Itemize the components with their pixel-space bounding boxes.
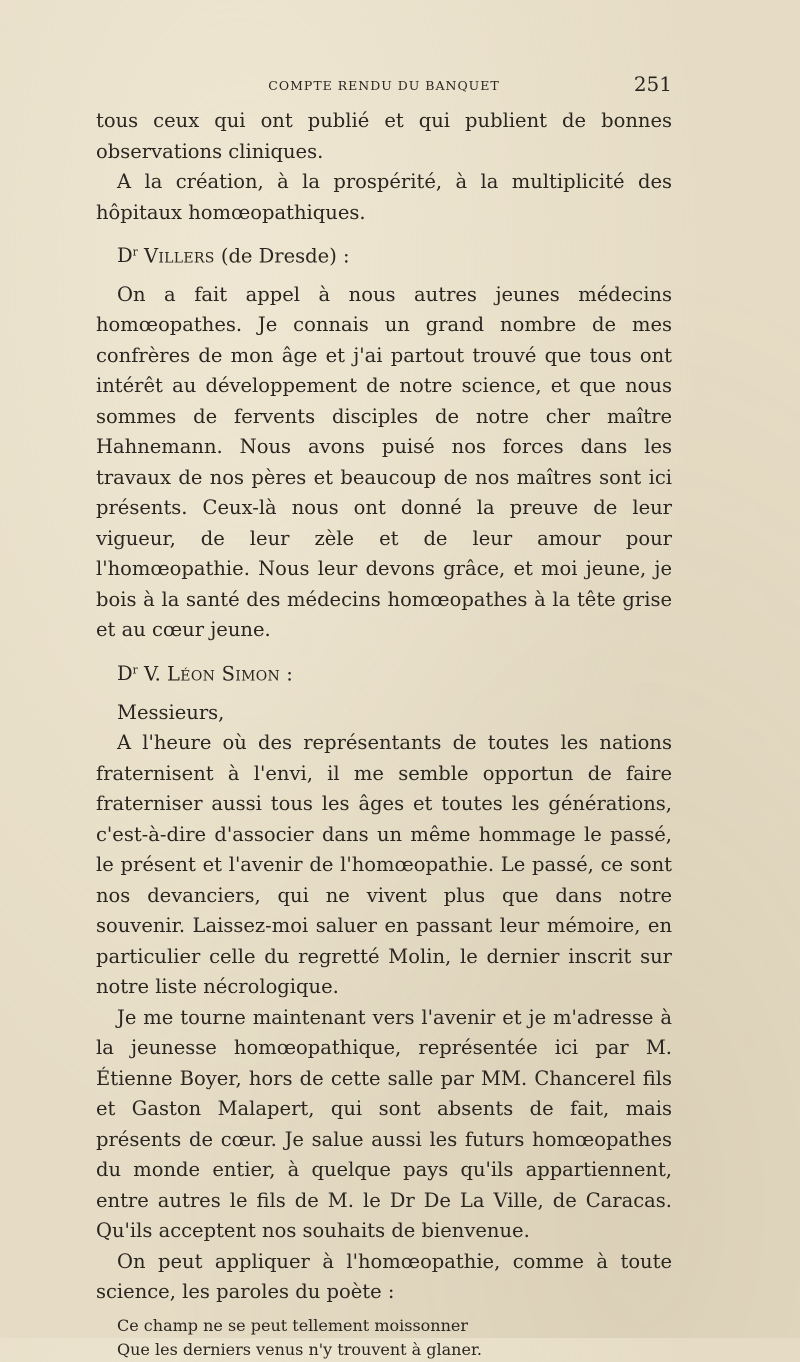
paragraph-continued: tous ceux qui ont publié et qui publient de bonnes observations cliniques. (96, 109, 672, 163)
speaker-title: $D^r$ (117, 244, 138, 268)
speaker-name: Villers (143, 244, 215, 268)
paragraph-simon-2: Je me tourne maintenant vers l'avenir et je m'adresse à la jeunesse homœopathique, représentée ici par M. Étienne Boyer, hors de cette salle par MM. Chancerel fils et Gaston Malapert, qui sont absents de fait, mais présents de cœur. Je salue aussi les futurs homœopathes du monde entier, à quelque pays qu'ils appartiennent, entre autres le fils de M. le Dr De La Ville, de Caracas. Qu'ils acceptent nos souhaits de bienvenue. (96, 1005, 672, 1243)
verse-line: Ce champ ne se peut tellement moissonner (117, 1315, 469, 1335)
speaker-rest: (de Dresde) : (214, 244, 350, 268)
paragraph-villers-speech: On a fait appel à nous autres jeunes médecins homœopathes. Je connais un grand nombre de mes confrères de mon âge et j'ai partout trouvé que tous ont intérêt au développement de notre science, et que nous sommes de fervents disciples de notre cher maître Hahnemann. Nous avons puisé nos forces dans les travaux de nos pères et beaucoup de nos maîtres sont ici présents. Ceux-là nous ont donné la preuve de leur vigueur, de leur zèle et de leur amour pour l'homœopathie. Nous leur devons grâce, et moi jeune, je bois à la santé des médecins homœopathes à la tête grise et au cœur jeune. (96, 282, 672, 642)
running-head-title: COMPTE RENDU DU BANQUET (268, 78, 500, 93)
speaker-heading-simon (96, 656, 672, 690)
speaker-heading-villers (96, 238, 672, 272)
speaker-title: $D^r$ (117, 662, 138, 686)
salutation: Messieurs, (117, 700, 225, 724)
paragraph-toast: A la création, à la prospérité, à la multiplicité des hôpitaux homœopathiques. (96, 170, 672, 224)
speaker-prefix: V. (137, 662, 168, 686)
paragraph-simon-1: A l'heure où des représentants de toutes les nations fraternisent à l'envi, il me semble opportun de faire fraterniser aussi tous les âges et toutes les générations, c'est-à-dire d'associer dans un même hommage le passé, le présent et l'avenir de l'homœopathie. Le passé, ce sont nos devanciers, qui ne vivent plus que dans notre souvenir. Laissez-moi saluer en passant leur mémoire, en particulier celle du regretté Molin, le dernier inscrit sur notre liste nécrologique. (96, 731, 672, 999)
page-number: 251 (633, 72, 672, 96)
verse-line: Que les derniers venus n'y trouvent à glaner. (117, 1339, 482, 1359)
speaker-rest: : (280, 662, 293, 686)
paragraph-simon-3: On peut appliquer à l'homœopathie, comme à toute science, les paroles du poète : (96, 1249, 672, 1304)
speaker-name: Léon Simon (167, 662, 281, 686)
body-text (96, 106, 672, 1362)
running-head (96, 70, 672, 100)
